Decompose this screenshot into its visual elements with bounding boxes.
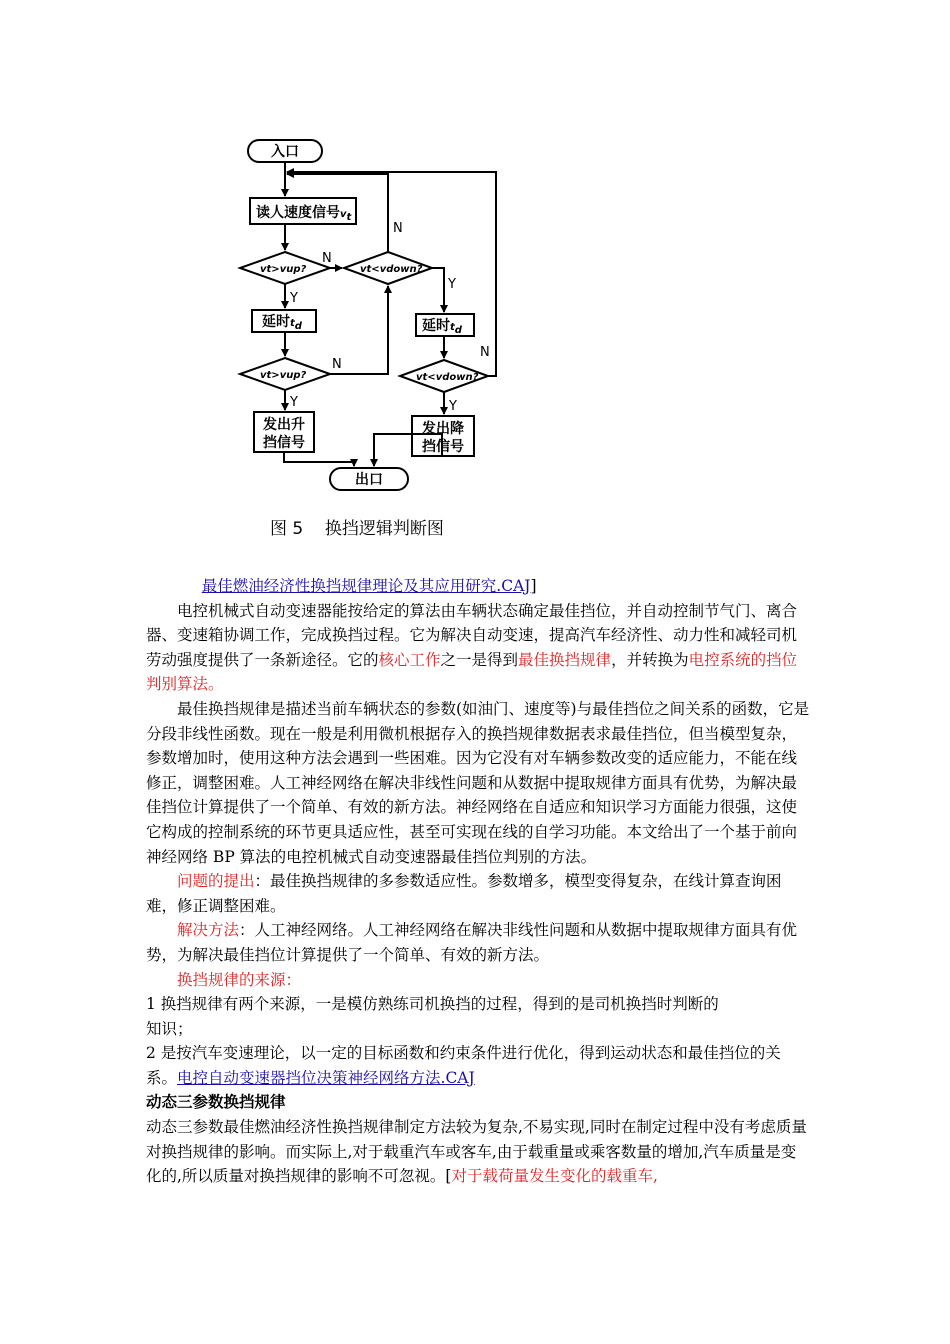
- reference-link-1[interactable]: 最佳燃油经济性换挡规律理论及其应用研究.CAJ: [201, 577, 531, 595]
- downshift-signal-line1: 发出降: [422, 421, 464, 437]
- intro-text-a: 电控机械式自动变速器能按给定的算法由车辆状态确定最佳挡位，并自动控制节气门、离合器、变速箱协调工作，完成换挡过程。它为解决自动变速，提高汽车经济性、动力性和减轻司机劳动强度提供了一条新途径。它的: [146, 601, 798, 669]
- entry-label: 入口: [271, 144, 299, 160]
- label-n-4: N: [480, 345, 490, 360]
- source-item-2: [146, 1041, 811, 1090]
- gear-algorithm-highlight: 电控系统的挡位判别算法。: [146, 650, 798, 694]
- label-n-2: N: [332, 357, 342, 372]
- source-item-2-text: 2 是按汽车变速理论，以一定的目标函数和约束条件进行优化，得到运动状态和最佳挡位的关系。: [146, 1044, 781, 1087]
- shift-logic-flowchart: [230, 128, 510, 498]
- problem-text: ：最佳换挡规律的多参数适应性。参数增多，模型变得复杂，在线计算查询困难，修正调整困难。: [146, 872, 782, 915]
- label-y-2: Y: [290, 395, 298, 410]
- optimal-shift-law-highlight: 最佳换挡规律: [518, 650, 612, 669]
- upshift-signal-line1: 发出升: [263, 417, 305, 433]
- load-variation-highlight: 对于载荷量发生变化的载重车,: [451, 1167, 658, 1186]
- source-item-1-line2: 知识；: [146, 1019, 193, 1038]
- read-speed-label: 读人速度信号$v_t$: [256, 205, 352, 223]
- upshift-condition-2-text: vt>vup?: [260, 370, 307, 381]
- downshift-signal-line2: 挡信号: [422, 439, 464, 455]
- solution-text: ：人工神经网络。人工神经网络在解决非线性问题和从数据中提取规律方面具有优势，为解决最佳挡位计算提供了一个简单、有效的新方法。: [146, 921, 798, 964]
- downshift-condition-2-text: vt<vdown?: [416, 372, 479, 383]
- paragraph-solution: [146, 918, 811, 967]
- reference-bracket: ]: [530, 577, 537, 595]
- shift-law-source-heading: 换挡规律的来源：: [177, 970, 302, 989]
- label-y-3: Y: [448, 277, 456, 292]
- figure-caption: 图 5 换挡逻辑判断图: [270, 519, 444, 539]
- solution-label: 解决方法: [177, 921, 240, 940]
- paragraph-dynamic: [146, 1115, 811, 1189]
- delay-left-text: 延时$t_d$: [262, 314, 302, 332]
- label-y-1: Y: [290, 291, 298, 306]
- problem-label: 问题的提出: [177, 872, 255, 891]
- exit-label: 出口: [355, 472, 383, 488]
- paragraph-problem: [146, 869, 811, 918]
- label-n-3: N: [393, 221, 403, 236]
- intro-text-b: 之一是得到: [440, 650, 519, 669]
- dynamic-text: 动态三参数最佳燃油经济性换挡规律制定方法较为复杂,不易实现,同时在制定过程中没有考虑质量对换挡规律的影响。而实际上,对于载重汽车或客车,由于载重量或乘客数量的增加,汽车质量是变化的,所以质量对换挡规律的影响不可忽视。[: [146, 1118, 807, 1186]
- label-y-4: Y: [449, 399, 457, 414]
- paragraph-shift-law: 最佳换挡规律是描述当前车辆状态的参数(如油门、速度等)与最佳挡位之间关系的函数，它是分段非线性函数。现在一般是利用微机根据存入的换挡规律数据表求最佳挡位，但当模型复杂，参数增加时，使用这种方法会遇到一些困难。因为它没有对车辆参数改变的适应能力，不能在线修正，调整困难。人工神经网络在解决非线性问题和从数据中提取规律方面具有优势，为解决最佳挡位计算提供了一个简单、有效的新方法。神经网络在自适应和知识学习方面能力很强，这使它构成的控制系统的环节更具适应性，甚至可实现在线的自学习功能。本文给出了一个基于前向神经网络 BP 算法的电控机械式自动变速器最佳挡位判别的方法。: [146, 699, 810, 866]
- label-n-1: N: [322, 251, 332, 266]
- core-work-highlight: 核心工作: [378, 650, 441, 669]
- delay-right-text: 延时$t_d$: [422, 318, 462, 336]
- upshift-condition-1-text: vt>vup?: [260, 264, 307, 275]
- source-item-1-line1: 1 换挡规律有两个来源，一是模仿熟练司机换挡的过程，得到的是司机换挡时判断的: [146, 995, 719, 1014]
- downshift-condition-1-text: vt<vdown?: [360, 264, 423, 275]
- reference-link-2[interactable]: 电控自动变速器挡位决策神经网络方法.CAJ: [177, 1068, 475, 1087]
- reference-line-1: [146, 574, 811, 599]
- intro-text-c: ，并转换为: [611, 650, 689, 669]
- document-body: [146, 574, 811, 1189]
- upshift-signal-line2: 挡信号: [263, 435, 305, 451]
- section-heading: 动态三参数换挡规律: [146, 1092, 286, 1112]
- paragraph-intro: [146, 599, 811, 697]
